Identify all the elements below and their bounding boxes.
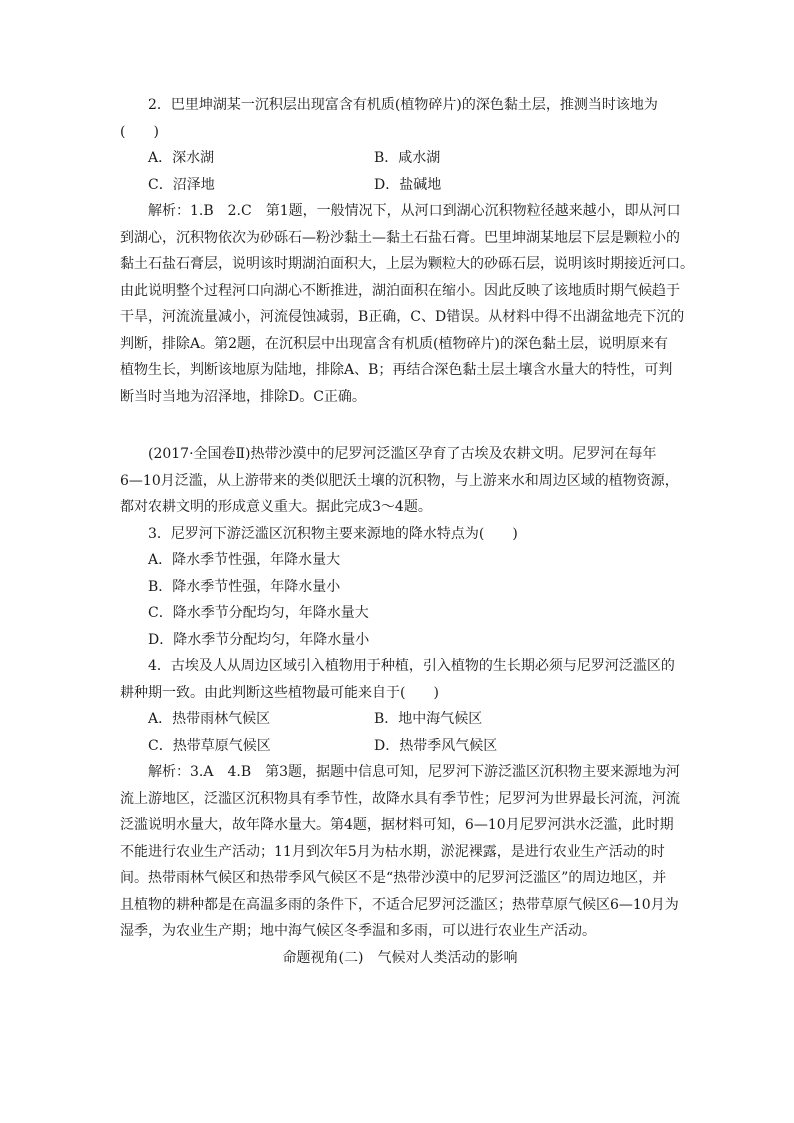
material-line-1: (2017·全国卷Ⅱ)热带沙漠中的尼罗河泛滥区孕育了古埃及农耕文明。尼罗河在每年	[148, 446, 657, 462]
analysis-1-line-3: 黏土石盐石膏层，说明该时期湖泊面积大，上层为颗粒大的砂砾石层，说明该时期接近河口。	[120, 256, 694, 272]
analysis-2-line-7: 湿季，为农业生产期；地中海气候区冬季温和多雨，可以进行农业生产活动。	[120, 923, 596, 939]
analysis-1-line-8: 断当时当地为沼泽地，排除D。C正确。	[120, 388, 366, 405]
question-4-options-row-2	[120, 733, 680, 760]
question-4-options-row-1	[120, 706, 680, 733]
analysis-3-4	[120, 759, 680, 945]
analysis-1-line-4: 由此说明整个过程河口向湖心不断推进，湖泊面积在缩小。因此反映了该地质时期气候趋于	[120, 282, 680, 299]
analysis-2-line-5: 间。热带雨林气候区和热带季风气候区不是“热带沙漠中的尼罗河泛滥区”的周边地区，并	[120, 870, 667, 886]
question-3-option-a: A．降水季节性强，年降水量大	[148, 552, 341, 568]
section-title: 命题视角(二) 气候对人类活动的影响	[282, 949, 518, 966]
question-2	[120, 92, 680, 198]
question-2-options-row-1	[120, 145, 680, 172]
analysis-1-line-5: 干旱，河流流量减小，河流侵蚀减弱，B正确，C、D错误。从材料中得不出湖盆地壳下沉的	[120, 309, 685, 325]
question-4-option-a: A．热带雨林气候区	[148, 711, 271, 727]
question-4-option-c: C．热带草原气候区	[148, 737, 271, 754]
question-3-option-c: C．降水季节分配均匀，年降水量大	[148, 605, 369, 621]
material-line-3: 都对农耕文明的形成意义重大。据此完成3～4题。	[120, 499, 432, 515]
analysis-1-line-7: 植物生长，判断该地原为陆地，排除A、B；再结合深色黏土层土壤含水量大的特性，可判	[120, 362, 673, 378]
question-3-option-b: B．降水季节性强，年降水量小	[148, 578, 341, 595]
question-3-option-d: D．降水季节分配均匀，年降水量小	[148, 631, 370, 648]
document-content	[120, 92, 694, 971]
question-4-stem-line-1: 4．古埃及人从周边区域引入植物用于种植，引入植物的生长期必须与尼罗河泛滥区的	[148, 658, 675, 674]
analysis-2-line-2: 流上游地区，泛滥区沉积物具有季节性，故降水具有季节性；尼罗河为世界最长河流，河流	[120, 790, 680, 807]
question-2-option-b: B．咸水湖	[374, 150, 441, 166]
question-2-option-a: A．深水湖	[148, 150, 215, 166]
analysis-2-line-6: 且植物的耕种都是在高温多雨的条件下，不适合尼罗河泛滥区；热带草原气候区6—10月为	[120, 896, 679, 913]
question-3	[120, 521, 680, 654]
analysis-1-line-6: 判断，排除A。第2题，在沉积层中出现富含有机质(植物碎片)的深色黏土层，说明原来有	[120, 335, 668, 352]
question-4	[120, 653, 680, 759]
question-2-option-d: D．盐碱地	[374, 176, 442, 193]
question-2-stem-line-1: 2．巴里坤湖某一沉积层出现富含有机质(植物碎片)的深色黏土层，推测当时该地为	[148, 97, 658, 113]
question-2-stem-line-2: ( )	[120, 123, 159, 140]
material-passage	[120, 441, 680, 521]
question-2-option-c: C．沼泽地	[148, 176, 215, 193]
material-line-2: 6—10月泛滥，从上游带来的类似肥沃土壤的沉积物，与上游来水和周边区域的植物资源，	[120, 472, 679, 489]
question-4-option-b: B．地中海气候区	[374, 711, 483, 727]
question-4-stem-line-2: 耕种期一致。由此判断这些植物最可能来自于( )	[120, 684, 439, 701]
analysis-1-2	[120, 198, 694, 410]
analysis-1-line-1: 解析：1.B 2.C 第1题，一般情况下，从河口到湖心沉积物粒径越来越小，即从河口	[148, 203, 681, 219]
analysis-2-line-4: 不能进行农业生产活动；11月到次年5月为枯水期，淤泥裸露，是进行农业生产活动的时	[120, 843, 665, 860]
question-3-stem: 3．尼罗河下游泛滥区沉积物主要来源地的降水特点为( )	[148, 525, 518, 542]
section-gap	[120, 410, 680, 441]
analysis-2-line-3: 泛滥说明水量大，故年降水量大。第4题，据材料可知，6—10月尼罗河洪水泛滥，此时期	[120, 817, 674, 833]
analysis-2-line-1: 解析：3.A 4.B 第3题，据题中信息可知，尼罗河下游泛滥区沉积物主要来源地为河	[148, 764, 681, 780]
question-2-options-row-2	[120, 172, 680, 199]
question-4-option-d: D．热带季风气候区	[374, 737, 498, 754]
analysis-1-line-2: 到湖心，沉积物依次为砂砾石—粉沙黏土—黏土石盐石膏。巴里坤湖某地层下层是颗粒小的	[120, 229, 680, 246]
